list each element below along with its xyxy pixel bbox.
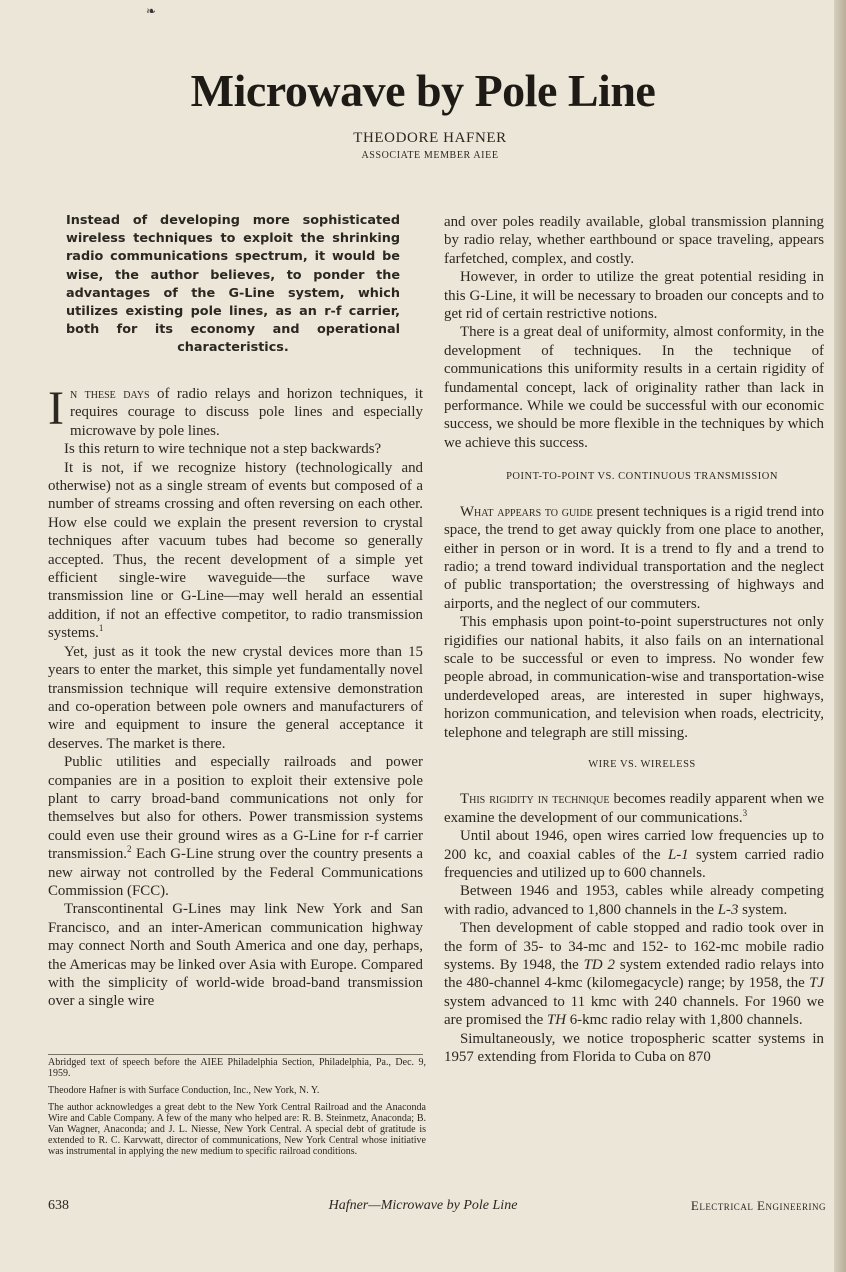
lead-in-caps: This rigidity in technique [460,791,610,808]
system-name: TH [546,1012,567,1029]
paragraph-text: Each G-Line strung over the country presents a new airway not controlled by the Federal Communications Commission (FCC). [48,846,423,899]
author-name: THEODORE HAFNER [353,130,507,146]
paragraph [444,882,824,919]
paragraph-text: system advanced to 11 kmc with 240 channels. For 1960 we are promised the [444,993,824,1029]
section-heading: POINT-TO-POINT VS. CONTINUOUS TRANSMISSION [506,471,778,483]
footnote: Theodore Hafner is with Surface Conduction, Inc., New York, N. Y. [48,1085,320,1096]
drop-cap: I [48,382,64,435]
paragraph-text: Between 1946 and 1953, cables while already competing with radio, advanced to 1,800 channels in the [444,883,824,918]
paragraph: Simultaneously, we notice tropospheric scatter systems in 1957 extending from Florida to Cuba on 870 [444,1030,824,1066]
paragraph: However, in order to utilize the great potential residing in this G-Line, it will be necessary to broaden our concepts and to get rid of certain restrictive notions. [444,269,824,323]
paragraph [444,919,824,1029]
section-heading: WIRE VS. WIRELESS [588,758,696,770]
paragraph-text: system. [738,901,788,918]
left-column [48,382,423,1011]
paragraph: and over poles readily available, global transmission planning by radio relay, whether earthbound or space traveling, appears farfetched, complex, and costly. [444,214,824,267]
paragraph-text: Until about 1946, open wires carried low frequencies up to 200 kc, and coaxial cables of the [444,828,824,863]
page-edge-shadow [834,0,846,1272]
paragraph: Yet, just as it took the new crystal devices more than 15 years to enter the market, this simple yet fundamentally novel transmission technique will require extensive demonstration and co-operation between pole owners and manufacturers of wire and equipment to insure the general acceptance it deserves. The market is there. [48,643,423,752]
paragraph-text: becomes readily apparent when we examine the development of our communications. [444,791,824,826]
paragraph-text: present techniques is a rigid trend into space, the trend to get away quickly from one place to another, either in person or in word. It is a trend to fly and a trend to radio; a trend toward individual transportation and the neglect of public transportation; the overstressing of highways and airports, and the neglect of our commuters. [444,503,824,612]
system-name: TJ [809,975,824,992]
footnotes [48,1057,426,1163]
system-name: L-1 [667,846,689,863]
paragraph [48,753,423,900]
author-role: ASSOCIATE MEMBER AIEE [361,150,499,161]
paragraph [444,503,824,613]
lead-in-caps: n these days [69,386,150,402]
right-column [444,213,824,1066]
paragraph [444,790,824,827]
paragraph-text: Then development of cable stopped and radio took over in the form of 35- to 34-mc and 152- to 162-mc mobile radio systems. By 1948, the [444,920,824,974]
running-title: Hafner—Microwave by Pole Line [328,1198,518,1213]
journal-name: Electrical Engineering [690,1198,826,1213]
paragraph-text: of radio relays and horizon techniques, it requires courage to discuss pole lines and especially microwave by pole lines. [69,386,423,439]
paragraph-text: system extended radio relays into the 480-channel 4-kmc (kilomegacycle) range; by 1958, the [444,957,824,992]
paragraph: This emphasis upon point-to-point superstructures not only rigidifies our national habits, it also fails on an international scale to be successful or even to impress. No wonder few people abroad, in communication-wise and transportation-wise underdeveloped areas, are interested in super highways, horizon communication, and television when roads, electricity, telephone and telegraph are still missing. [444,614,824,741]
paragraph: Transcontinental G-Lines may link New York and San Francisco, and an inter-American communication highway may connect North and South America and one day, perhaps, the Americas may be linked over Asia with Europe. Compared with the simplicity of world-wide broad-band transmission over a single wire [48,901,423,1010]
lead-in-caps: What appears to guide [460,503,593,520]
system-name: L-3 [717,901,739,918]
page-number: 638 [48,1198,69,1213]
paragraph: Is this return to wire technique not a step backwards? [64,441,382,458]
paragraph [444,827,824,882]
footnote-ref: 2 [127,844,132,855]
paragraph: There is a great deal of uniformity, almost conformity, in the development of techniques. In the technique of communications this uniformity results in a certain rigidity of fundamental concept, lack of originality rather than lack in performance. While we could be successful with our economic success, we should be more flexible in the techniques by which we achieve this success. [444,324,824,451]
ink-mark: ❧ [146,4,157,18]
system-name: TD 2 [583,957,616,974]
footnote-divider [48,1054,423,1055]
abstract: Instead of developing more sophisticated wireless techniques to exploit the shrinking radio communications spectrum, it would be wise, the author believes, to ponder the advantages of the G-Line system, which utilizes existing pole lines, as an r-f carrier, both for its economy and operational characteristics. [66,213,400,356]
paragraph-text: system carried radio frequencies and utilized up to 600 channels. [444,846,824,881]
article-title: Microwave by Pole Line [190,65,656,116]
footnote-ref: 3 [742,807,748,818]
footnote: Abridged text of speech before the AIEE Philadelphia Section, Philadelphia, Pa., Dec. 9, 1959. [48,1057,426,1079]
paragraph-text: 6-kmc radio relay with 1,800 channels. [566,1012,803,1029]
paragraph-intro [48,382,423,440]
paragraph [48,459,423,643]
paragraph-text: It is not, if we recognize history (technologically and otherwise) not as a single stream of events but composed of a number of streams crossing and often reversing on each other. How else could we explain the present reversion to crystal techniques after vacuum tubes had become so generally accepted. Thus, the recent development of a simple yet efficient single-wire waveguide—the surface wave transmission line or G-Line—may well herald an essential addition, if not an effective competitor, to radio transmission systems. [48,459,423,642]
footnote-ref: 1 [98,623,104,634]
footnote: The author acknowledges a great debt to the New York Central Railroad and the Anaconda Wire and Cable Company. A few of the many who helped are: R. B. Steinmetz, Anaconda; B. Van Wagner, Anaconda; and J. L. Niesse, New York Central. A special debt of gratitude is extended to R. C. Karvwatt, director of communications, New York Central whose initiative was instrumental in applying the new medium to specific railroad conditions. [48,1102,426,1157]
paragraph-text: Public utilities and especially railroads and power companies are in a position to exploit their extensive pole plant to carry broad-band communications not only for themselves but also for others. Power transmission systems could even use their ground wires as a G-Line for r-f carrier transmission. [48,754,423,863]
